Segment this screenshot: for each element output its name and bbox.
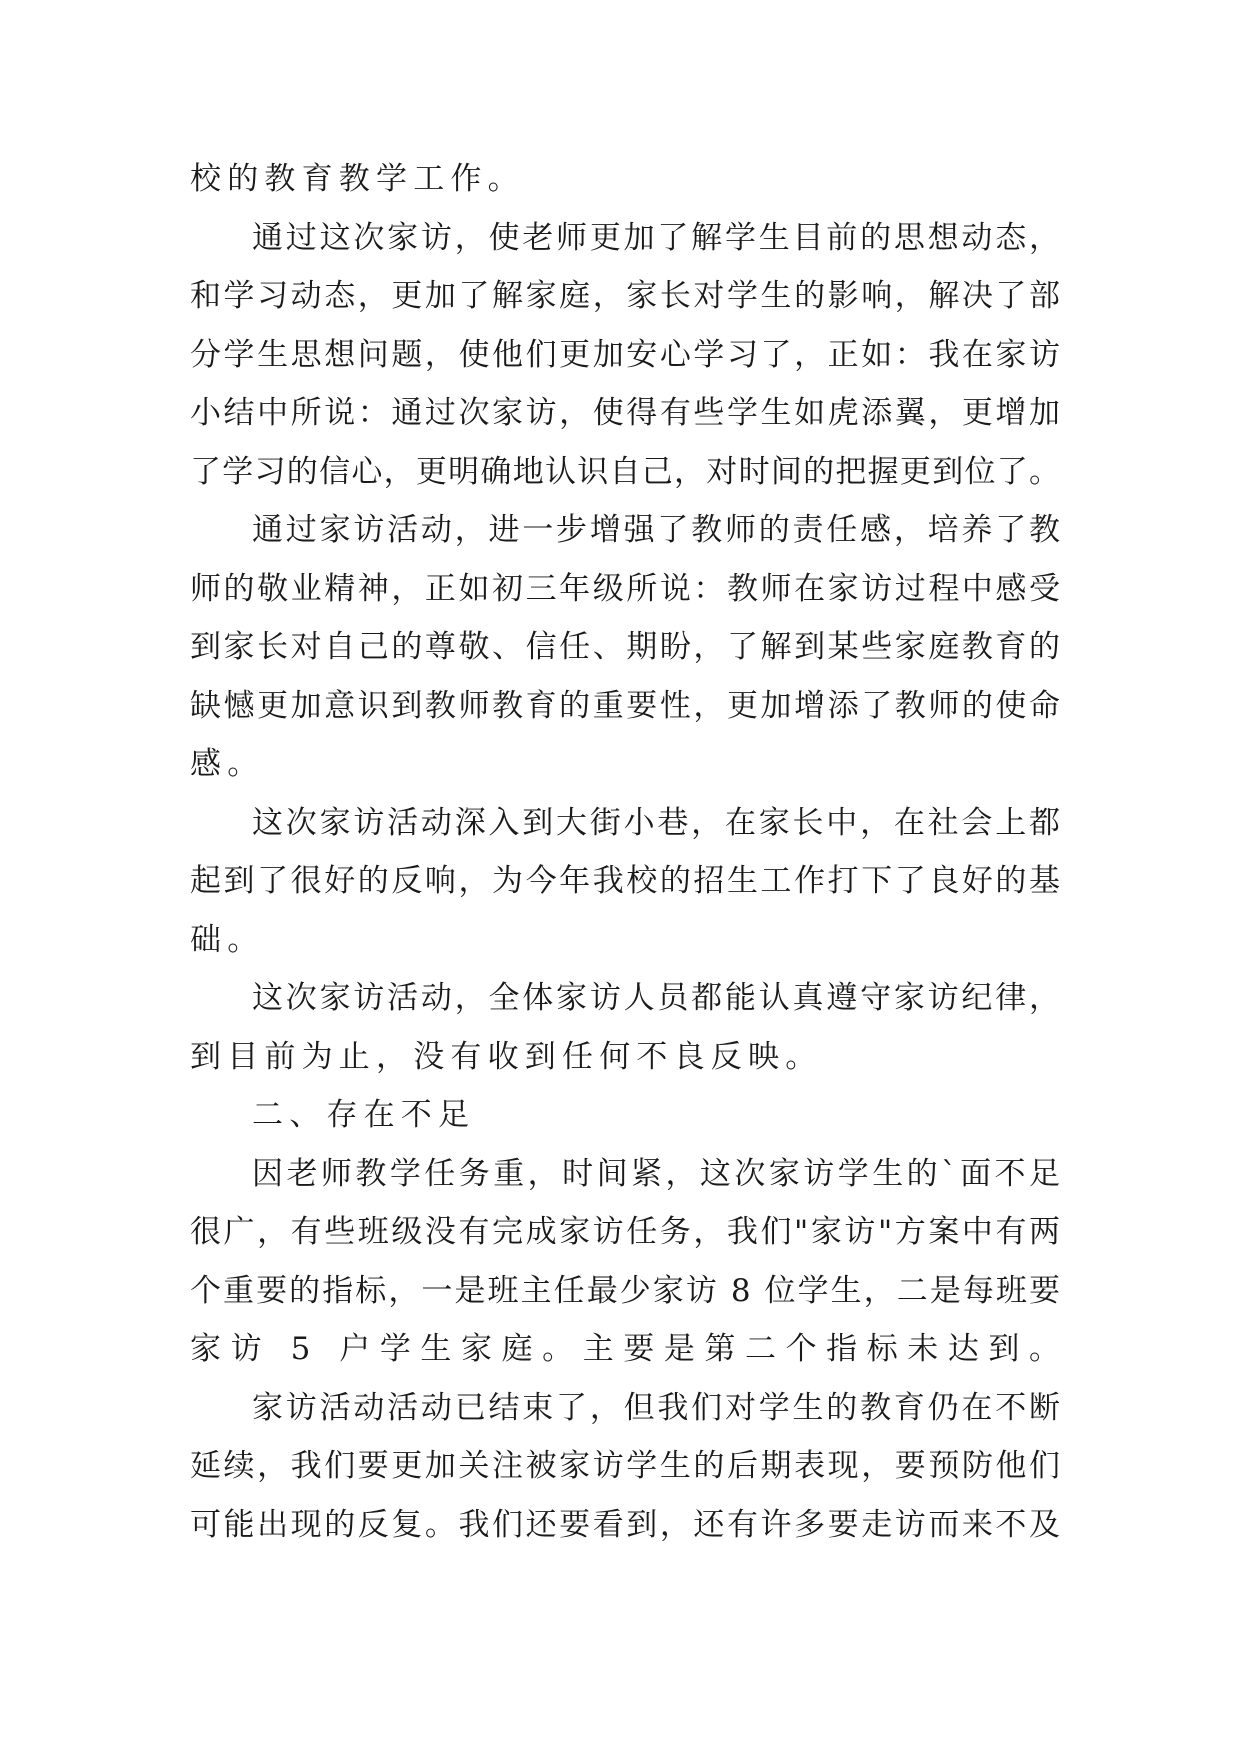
text-line: 感。	[190, 746, 265, 782]
text-line: 缺憾更加意识到教师教育的重要性，更加增添了教师的使命	[190, 687, 1063, 724]
text-line: 很广，有些班级没有完成家访任务，我们"家访"方案中有两	[190, 1214, 1063, 1250]
text-line: 家访 5 户学生家庭。主要是第二个指标未达到。	[190, 1331, 1070, 1367]
text-line: 校的教育教学工作。	[190, 161, 525, 197]
text-line: 这次家访活动，全体家访人员都能认真遵守家访纪律，	[252, 980, 1063, 1016]
text-line: 师的敬业精神，正如初三年级所说：教师在家访过程中感受	[190, 570, 1063, 607]
text-line: 通过家访活动，进一步增强了教师的责任感，培养了教	[252, 512, 1063, 548]
text-line: 可能出现的反复。我们还要看到，还有许多要走访而来不及	[190, 1506, 1063, 1543]
text-line: 和学习动态，更加了解家庭，家长对学生的影响，解决了部	[190, 278, 1063, 314]
text-line: 这次家访活动深入到大街小巷，在家长中，在社会上都	[252, 804, 1063, 841]
text-line: 因老师教学任务重，时间紧，这次家访学生的`面不足	[252, 1155, 1064, 1192]
text-line: 家访活动活动已结束了，但我们对学生的教育仍在不断	[252, 1389, 1063, 1426]
text-line: 延续，我们要更加关注被家访学生的后期表现，要预防他们	[190, 1448, 1063, 1484]
text-line: 了学习的信心，更明确地认识自己，对时间的把握更到位了。	[190, 453, 1062, 490]
text-line: 分学生思想问题，使他们更加安心学习了，正如：我在家访	[190, 336, 1063, 373]
text-line: 到目前为止，没有收到任何不良反映。	[190, 1038, 823, 1075]
text-line: 小结中所说：通过次家访，使得有些学生如虎添翼，更增加	[190, 395, 1063, 431]
text-line: 个重要的指标，一是班主任最少家访 8 位学生，二是每班要	[190, 1272, 1063, 1309]
text-line: 础。	[190, 921, 265, 958]
text-line: 到家长对自己的尊敬、信任、期盼，了解到某些家庭教育的	[190, 629, 1063, 665]
text-line: 起到了很好的反响，为今年我校的招生工作打下了良好的基	[190, 863, 1063, 899]
text-line: 通过这次家访，使老师更加了解学生目前的思想动态，	[252, 219, 1063, 256]
text-line: 二、存在不足	[252, 1097, 476, 1133]
